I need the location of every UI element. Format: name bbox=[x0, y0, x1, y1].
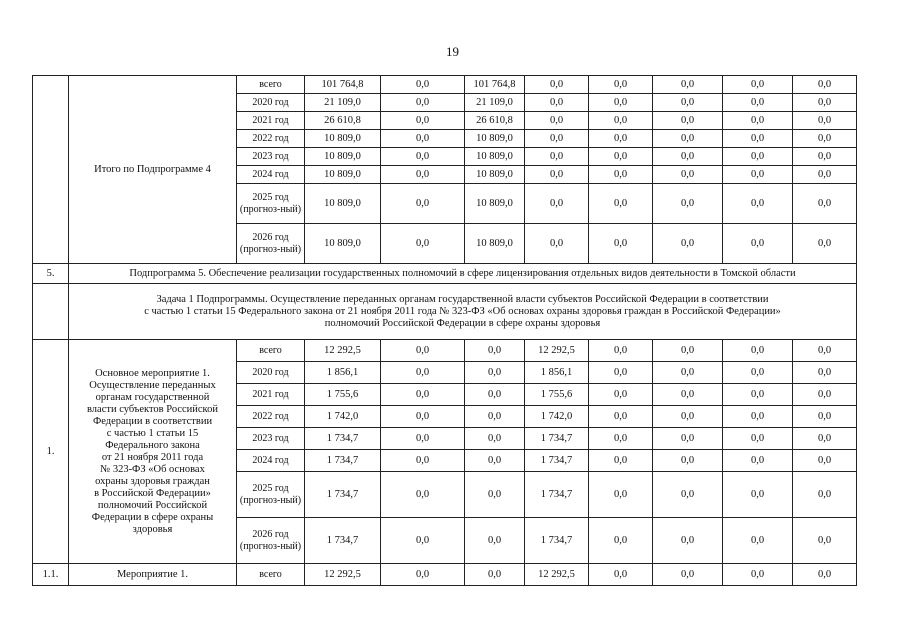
value-cell: 0,0 bbox=[589, 76, 653, 94]
period-cell: 2024 год bbox=[237, 166, 305, 184]
value-cell: 0,0 bbox=[465, 518, 525, 564]
value-cell: 0,0 bbox=[589, 472, 653, 518]
item-name bbox=[69, 340, 237, 564]
value-cell: 0,0 bbox=[381, 224, 465, 264]
row-number: 5. bbox=[33, 264, 69, 284]
value-cell: 0,0 bbox=[381, 518, 465, 564]
item-name-line: Осуществление переданных bbox=[89, 379, 216, 391]
period-cell: 2020 год bbox=[237, 362, 305, 384]
value-cell: 0,0 bbox=[723, 428, 793, 450]
value-cell: 0,0 bbox=[793, 428, 857, 450]
value-cell: 0,0 bbox=[723, 148, 793, 166]
value-cell: 0,0 bbox=[381, 564, 465, 586]
value-cell: 0,0 bbox=[653, 148, 723, 166]
value-cell: 0,0 bbox=[653, 130, 723, 148]
value-cell: 12 292,5 bbox=[525, 564, 589, 586]
value-cell: 0,0 bbox=[589, 94, 653, 112]
value-cell: 12 292,5 bbox=[305, 340, 381, 362]
value-cell: 1 742,0 bbox=[525, 406, 589, 428]
value-cell: 0,0 bbox=[653, 224, 723, 264]
value-cell: 1 734,7 bbox=[305, 518, 381, 564]
task-row bbox=[33, 284, 857, 340]
period-cell: 2026 год (прогноз-ный) bbox=[237, 518, 305, 564]
value-cell: 0,0 bbox=[589, 428, 653, 450]
value-cell: 0,0 bbox=[793, 130, 857, 148]
value-cell: 0,0 bbox=[653, 518, 723, 564]
item-name-line: полномочий Российской bbox=[97, 499, 208, 511]
value-cell: 26 610,8 bbox=[305, 112, 381, 130]
value-cell: 0,0 bbox=[381, 406, 465, 428]
period-cell: 2025 год (прогноз-ный) bbox=[237, 184, 305, 224]
value-cell: 1 856,1 bbox=[525, 362, 589, 384]
value-cell: 1 734,7 bbox=[525, 450, 589, 472]
value-cell: 0,0 bbox=[465, 340, 525, 362]
value-cell: 12 292,5 bbox=[525, 340, 589, 362]
value-cell: 0,0 bbox=[723, 94, 793, 112]
value-cell: 0,0 bbox=[525, 112, 589, 130]
table-row bbox=[33, 340, 857, 362]
value-cell: 0,0 bbox=[723, 224, 793, 264]
value-cell: 0,0 bbox=[653, 428, 723, 450]
period-cell: всего bbox=[237, 564, 305, 586]
value-cell: 0,0 bbox=[653, 564, 723, 586]
value-cell: 0,0 bbox=[525, 166, 589, 184]
value-cell: 0,0 bbox=[381, 94, 465, 112]
value-cell: 0,0 bbox=[793, 340, 857, 362]
period-cell: 2021 год bbox=[237, 112, 305, 130]
value-cell: 0,0 bbox=[793, 472, 857, 518]
value-cell: 1 734,7 bbox=[305, 472, 381, 518]
value-cell: 0,0 bbox=[589, 384, 653, 406]
value-cell: 0,0 bbox=[793, 184, 857, 224]
period-cell: всего bbox=[237, 76, 305, 94]
period-cell: 2020 год bbox=[237, 94, 305, 112]
item-name-line: в Российской Федерации» bbox=[94, 487, 211, 499]
value-cell: 0,0 bbox=[381, 130, 465, 148]
value-cell: 0,0 bbox=[793, 76, 857, 94]
period-cell: 2023 год bbox=[237, 428, 305, 450]
value-cell: 0,0 bbox=[793, 406, 857, 428]
value-cell: 0,0 bbox=[723, 362, 793, 384]
value-cell: 10 809,0 bbox=[305, 166, 381, 184]
value-cell: 101 764,8 bbox=[305, 76, 381, 94]
value-cell: 0,0 bbox=[793, 518, 857, 564]
row-number: 1. bbox=[33, 340, 69, 564]
value-cell: 21 109,0 bbox=[465, 94, 525, 112]
value-cell: 0,0 bbox=[723, 450, 793, 472]
value-cell: 0,0 bbox=[793, 362, 857, 384]
value-cell: 0,0 bbox=[525, 148, 589, 166]
value-cell: 10 809,0 bbox=[465, 184, 525, 224]
task-line: полномочий Российской Федерации в сфере охраны здоровья bbox=[324, 317, 601, 329]
value-cell: 0,0 bbox=[589, 362, 653, 384]
value-cell: 0,0 bbox=[381, 472, 465, 518]
value-cell: 0,0 bbox=[793, 94, 857, 112]
value-cell: 0,0 bbox=[525, 224, 589, 264]
period-cell: 2021 год bbox=[237, 384, 305, 406]
row-number bbox=[33, 284, 69, 340]
value-cell: 10 809,0 bbox=[305, 224, 381, 264]
table-row bbox=[33, 76, 857, 94]
value-cell: 0,0 bbox=[589, 518, 653, 564]
value-cell: 0,0 bbox=[653, 112, 723, 130]
item-name-line: № 323-ФЗ «Об основах bbox=[100, 463, 205, 475]
value-cell: 26 610,8 bbox=[465, 112, 525, 130]
item-name-line: органам государственной bbox=[95, 391, 210, 403]
budget-table bbox=[32, 75, 857, 586]
value-cell: 0,0 bbox=[381, 148, 465, 166]
period-cell: 2022 год bbox=[237, 130, 305, 148]
value-cell: 0,0 bbox=[723, 130, 793, 148]
value-cell: 0,0 bbox=[653, 450, 723, 472]
value-cell: 0,0 bbox=[723, 472, 793, 518]
period-cell: всего bbox=[237, 340, 305, 362]
value-cell: 0,0 bbox=[381, 184, 465, 224]
value-cell: 0,0 bbox=[653, 166, 723, 184]
value-cell: 1 742,0 bbox=[305, 406, 381, 428]
value-cell: 1 734,7 bbox=[305, 428, 381, 450]
value-cell: 0,0 bbox=[381, 76, 465, 94]
value-cell: 0,0 bbox=[381, 384, 465, 406]
value-cell: 1 755,6 bbox=[525, 384, 589, 406]
period-cell: 2025 год (прогноз-ный) bbox=[237, 472, 305, 518]
value-cell: 10 809,0 bbox=[305, 184, 381, 224]
subprogram-title: Подпрограмма 5. Обеспечение реализации государственных полномочий в сфере лицензирования отдельных видов деятельности в Томской области bbox=[69, 264, 857, 284]
value-cell: 1 734,7 bbox=[525, 428, 589, 450]
value-cell: 0,0 bbox=[589, 564, 653, 586]
value-cell: 0,0 bbox=[381, 166, 465, 184]
value-cell: 10 809,0 bbox=[305, 130, 381, 148]
value-cell: 0,0 bbox=[793, 166, 857, 184]
item-name: Итого по Подпрограмме 4 bbox=[69, 76, 237, 264]
value-cell: 0,0 bbox=[525, 94, 589, 112]
value-cell: 1 734,7 bbox=[525, 472, 589, 518]
value-cell: 10 809,0 bbox=[465, 148, 525, 166]
task-line: Задача 1 Подпрограммы. Осуществление переданных органам государственной власти субъектов Российской Федерации в соответствии bbox=[156, 293, 769, 305]
value-cell: 0,0 bbox=[465, 384, 525, 406]
item-name-line: с частью 1 статьи 15 bbox=[106, 427, 199, 439]
value-cell: 10 809,0 bbox=[465, 166, 525, 184]
value-cell: 0,0 bbox=[589, 148, 653, 166]
period-cell: 2026 год (прогноз-ный) bbox=[237, 224, 305, 264]
value-cell: 0,0 bbox=[465, 564, 525, 586]
value-cell: 10 809,0 bbox=[465, 130, 525, 148]
row-number: 1.1. bbox=[33, 564, 69, 586]
period-cell: 2024 год bbox=[237, 450, 305, 472]
value-cell: 0,0 bbox=[381, 362, 465, 384]
page-number: 19 bbox=[446, 44, 459, 59]
value-cell: 0,0 bbox=[381, 450, 465, 472]
table-row bbox=[33, 564, 857, 586]
value-cell: 0,0 bbox=[465, 472, 525, 518]
value-cell: 0,0 bbox=[465, 362, 525, 384]
item-name-line: Основное мероприятие 1. bbox=[95, 367, 210, 379]
value-cell: 0,0 bbox=[723, 184, 793, 224]
value-cell: 0,0 bbox=[589, 450, 653, 472]
task-line: с частью 1 статьи 15 Федерального закона от 21 ноября 2011 года № 323-ФЗ «Об основах охраны здоровья граждан в Российской Федерации» bbox=[144, 305, 781, 317]
value-cell: 0,0 bbox=[653, 472, 723, 518]
value-cell: 10 809,0 bbox=[305, 148, 381, 166]
item-name-line: здоровья bbox=[132, 523, 173, 535]
value-cell: 1 734,7 bbox=[305, 450, 381, 472]
value-cell: 0,0 bbox=[653, 94, 723, 112]
value-cell: 0,0 bbox=[793, 384, 857, 406]
value-cell: 0,0 bbox=[589, 224, 653, 264]
value-cell: 12 292,5 bbox=[305, 564, 381, 586]
value-cell: 0,0 bbox=[589, 184, 653, 224]
value-cell: 0,0 bbox=[723, 112, 793, 130]
value-cell: 0,0 bbox=[653, 406, 723, 428]
value-cell: 0,0 bbox=[525, 130, 589, 148]
value-cell: 0,0 bbox=[723, 76, 793, 94]
value-cell: 0,0 bbox=[525, 184, 589, 224]
item-name-line: Федерации в соответствии bbox=[92, 415, 213, 427]
value-cell: 0,0 bbox=[381, 428, 465, 450]
value-cell: 0,0 bbox=[723, 564, 793, 586]
value-cell: 0,0 bbox=[653, 384, 723, 406]
value-cell: 0,0 bbox=[465, 428, 525, 450]
value-cell: 0,0 bbox=[589, 112, 653, 130]
value-cell: 0,0 bbox=[723, 166, 793, 184]
value-cell: 0,0 bbox=[723, 340, 793, 362]
value-cell: 0,0 bbox=[653, 340, 723, 362]
item-name: Мероприятие 1. bbox=[69, 564, 237, 586]
value-cell: 0,0 bbox=[525, 76, 589, 94]
value-cell: 0,0 bbox=[465, 450, 525, 472]
task-description bbox=[69, 284, 857, 340]
value-cell: 0,0 bbox=[381, 112, 465, 130]
value-cell: 0,0 bbox=[723, 384, 793, 406]
value-cell: 1 856,1 bbox=[305, 362, 381, 384]
item-name-line: Федерального закона bbox=[105, 439, 200, 451]
value-cell: 0,0 bbox=[793, 564, 857, 586]
value-cell: 0,0 bbox=[793, 112, 857, 130]
item-name-line: власти субъектов Российской bbox=[86, 403, 218, 415]
value-cell: 0,0 bbox=[653, 184, 723, 224]
item-name-line: от 21 ноября 2011 года bbox=[101, 451, 204, 463]
item-name-line: охраны здоровья граждан bbox=[95, 475, 210, 487]
value-cell: 0,0 bbox=[589, 406, 653, 428]
value-cell: 0,0 bbox=[793, 224, 857, 264]
value-cell: 0,0 bbox=[723, 518, 793, 564]
value-cell: 1 734,7 bbox=[525, 518, 589, 564]
value-cell: 21 109,0 bbox=[305, 94, 381, 112]
value-cell: 0,0 bbox=[793, 450, 857, 472]
period-cell: 2023 год bbox=[237, 148, 305, 166]
value-cell: 0,0 bbox=[653, 76, 723, 94]
subprogram-row bbox=[33, 264, 857, 284]
value-cell: 0,0 bbox=[723, 406, 793, 428]
item-name-line: Федерации в сфере охраны bbox=[91, 511, 214, 523]
value-cell: 0,0 bbox=[589, 166, 653, 184]
value-cell: 10 809,0 bbox=[465, 224, 525, 264]
period-cell: 2022 год bbox=[237, 406, 305, 428]
value-cell: 0,0 bbox=[465, 406, 525, 428]
row-number bbox=[33, 76, 69, 264]
value-cell: 1 755,6 bbox=[305, 384, 381, 406]
value-cell: 0,0 bbox=[381, 340, 465, 362]
value-cell: 0,0 bbox=[793, 148, 857, 166]
value-cell: 0,0 bbox=[589, 130, 653, 148]
value-cell: 0,0 bbox=[589, 340, 653, 362]
value-cell: 101 764,8 bbox=[465, 76, 525, 94]
value-cell: 0,0 bbox=[653, 362, 723, 384]
